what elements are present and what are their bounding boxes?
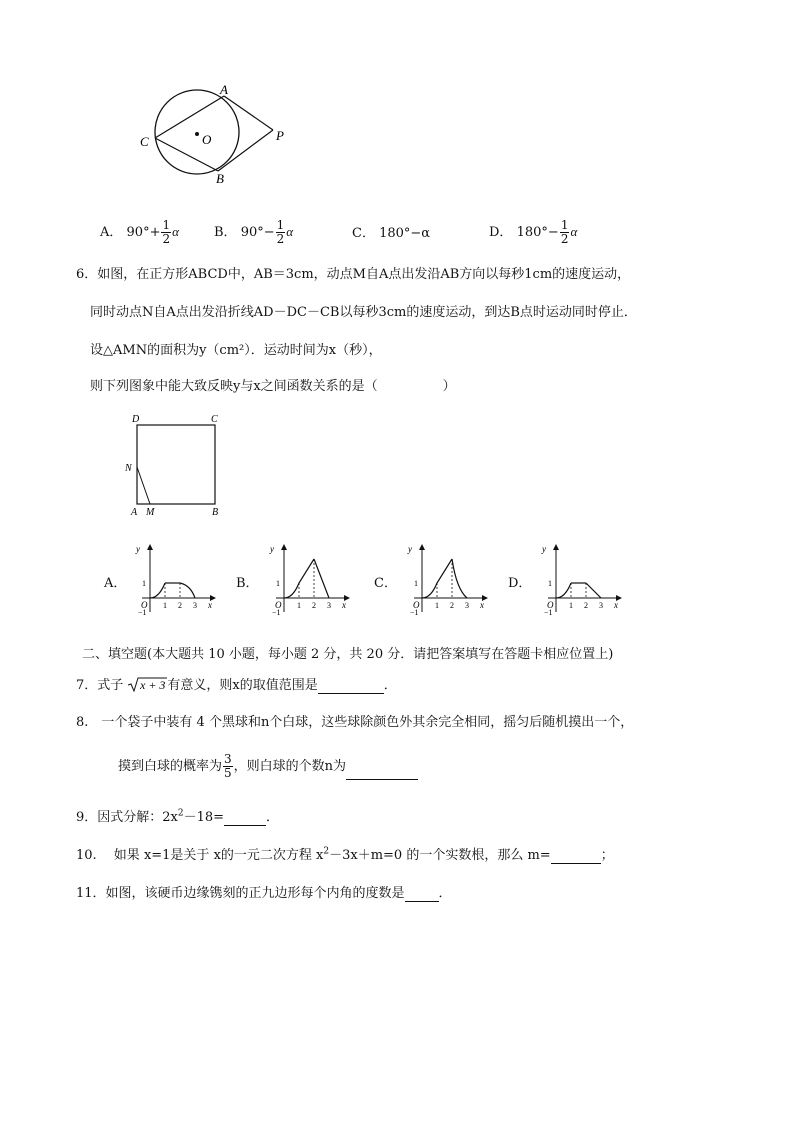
q9: 9．因式分解：$2x^2-18=$ ． [76,808,280,825]
origin-label: O [547,600,554,610]
graph-a [122,540,222,615]
square-figure [120,410,230,520]
tick-label-x2: 2 [178,601,182,610]
sqrt-symbol [127,676,167,692]
origin-label: O [141,600,148,610]
q7: 7．式子 x + 3 有意义，则x的取值范围是 ． [76,678,397,693]
y-axis-label: y [270,544,274,554]
sq-label-m: M [146,507,155,518]
tick-label-x1: 1 [569,601,573,610]
x-axis-label: x [480,600,484,610]
q5-option-b: B． 90°− $\frac{1}{2}$ α [214,218,294,246]
section2-heading: 二、填空题(本大题共 10 小题，每小题 2 分，共 20 分．请把答案填写在答题卡相应位置上) [82,647,614,662]
sq-label-c: C [211,414,218,425]
tick-label-x3: 3 [327,601,331,610]
sq-label-d: D [132,414,140,425]
q10: 10. 如果 x=1是关于 x的一元二次方程 $x^2-3x+m=0$ 的一个实数根，那么 m= ； [76,846,614,863]
sq-label-n: N [125,463,132,474]
tick-label-x1: 1 [297,601,301,610]
label-a: A [220,82,228,97]
q11: 11．如图，该硬币边缘镌刻的正九边形每个内角的度数是 ． [76,886,452,901]
graph-b-letter: B． [236,576,259,591]
tick-label-neg1: −1 [272,608,281,615]
graph-d [528,540,628,615]
function-curve [556,583,571,598]
tick-label-y1: 1 [414,579,418,588]
tick-label-x3: 3 [465,601,469,610]
graph-c-letter: C． [374,576,397,591]
graph-c [394,540,494,615]
tick-label-x1: 1 [435,601,439,610]
tick-label-x3: 3 [599,601,603,610]
label-b: B [216,171,224,186]
q5-option-d: D． 180°− $\frac{1}{2}$ α [489,218,578,246]
q5-option-a: A． 90°+ $\frac{1}{2}$ α [100,218,179,246]
sq-label-a: A [131,507,138,518]
q6-line3: 设△AMN的面积为y（cm²）．运动时间为x（秒）， [90,343,382,358]
y-axis-label: y [136,544,140,554]
tick-label-y1: 1 [548,579,552,588]
y-axis-label: y [408,544,412,554]
q6-line4: 则下列图象中能大致反映y与x之间函数关系的是（ ） [90,379,456,394]
graph-b [256,540,356,615]
label-o: O [202,132,212,147]
tick-label-x3: 3 [193,601,197,610]
q8-line2: 摸到白球的概率为 $\frac{3}{5}$ ，则白球的个数n为 [118,753,418,780]
tick-label-x2: 2 [450,601,454,610]
sq-label-b: B [212,507,219,518]
tick-label-x2: 2 [584,601,588,610]
origin-label: O [275,600,282,610]
tick-label-x2: 2 [312,601,316,610]
tick-label-neg1: −1 [138,608,147,615]
origin-label: O [413,600,420,610]
q9-answer-blank[interactable] [224,811,266,826]
y-axis-label: y [542,544,546,554]
q11-answer-blank[interactable] [405,887,439,902]
tick-label-y1: 1 [142,579,146,588]
tick-label-neg1: −1 [544,608,553,615]
q6-line2: 同时动点N自A点出发沿折线AD－DC－CB以每秒3cm的速度运动，到达B点时运动同时停止． [90,305,637,320]
graph-d-letter: D． [508,576,532,591]
q8-answer-blank[interactable] [346,765,418,780]
label-c: C [140,134,149,149]
function-curve [150,583,165,598]
tick-label-neg1: −1 [410,608,419,615]
x-axis-label: x [208,600,212,610]
q5-option-c: C． 180°−α [352,226,431,241]
q6-line1: 6．如图，在正方形ABCD中，AB＝3cm，动点M自A点出发沿AB方向以每秒1cm的速度运动， [76,267,631,282]
svg-text:x + 3: x + 3 [140,678,166,692]
circle-tangent-figure [130,78,300,188]
label-p: P [276,128,284,143]
q8-line1: 8. 一个袋子中装有 4 个黑球和n个白球，这些球除颜色外其余完全相同，摇匀后随机摸出一个， [76,715,634,730]
q7-answer-blank[interactable] [318,679,384,694]
graph-a-letter: A． [104,576,127,591]
x-axis-label: x [342,600,346,610]
tick-label-y1: 1 [276,579,280,588]
tick-label-x1: 1 [163,601,167,610]
q10-answer-blank[interactable] [551,849,601,864]
x-axis-label: x [614,600,618,610]
